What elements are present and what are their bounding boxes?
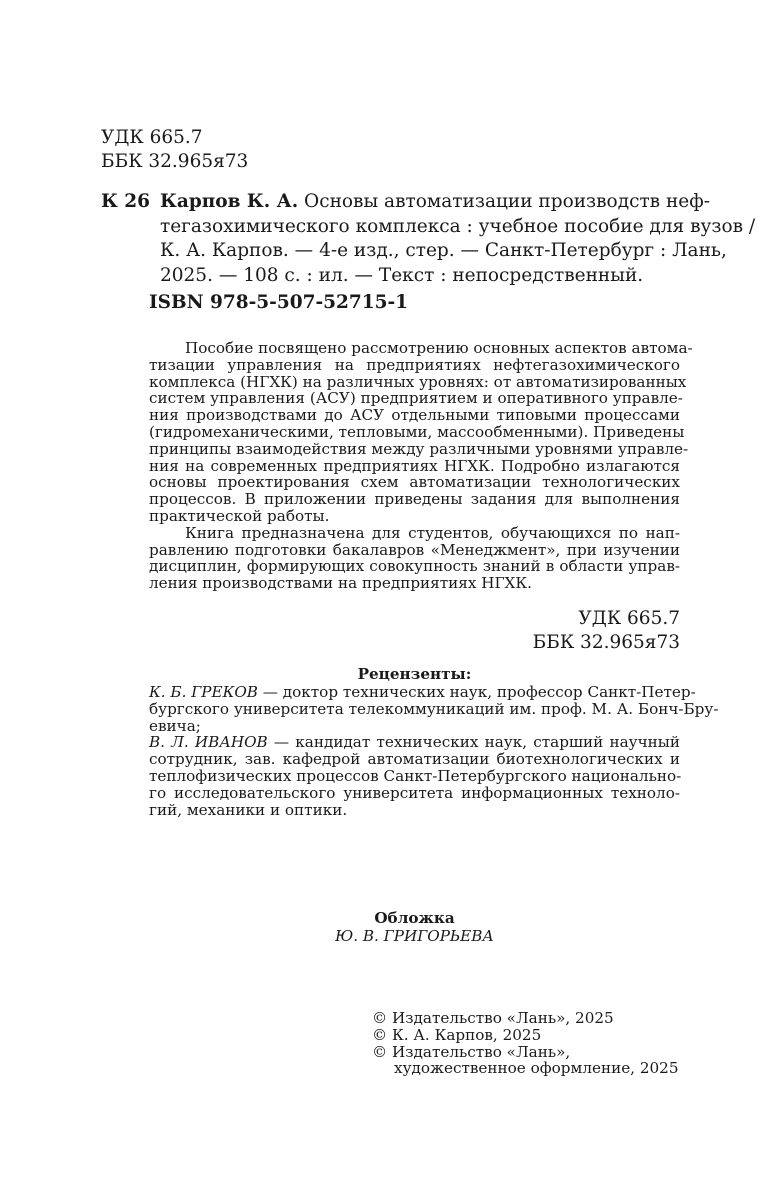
copyright-line: © Издательство «Лань», 2025 bbox=[372, 1009, 614, 1027]
bbk-top: ББК 32.965я73 bbox=[101, 151, 249, 172]
bibliographic-record bbox=[160, 190, 756, 288]
reviewer-2-line: го исследовательского университета информационных техноло- bbox=[149, 783, 680, 802]
reviewers-block bbox=[149, 683, 719, 819]
cover-designer: Ю. В. ГРИГОРЬЕВА bbox=[335, 927, 494, 945]
bbk-right: ББК 32.965я73 bbox=[532, 632, 680, 653]
record-line-1: Карпов К. А. Основы автоматизации производств неф- bbox=[160, 191, 710, 212]
record-line-3: К. А. Карпов. — 4-е изд., стер. — Санкт-Петербург : Лань, bbox=[160, 240, 727, 261]
udk-right: УДК 665.7 bbox=[578, 608, 680, 629]
isbn: ISBN 978-5-507-52715-1 bbox=[149, 292, 409, 313]
annotation-line: комплекса (НГХК) на различных уровнях: от автоматизированных bbox=[149, 372, 687, 391]
copyright-line: © Издательство «Лань», bbox=[372, 1042, 571, 1061]
reviewer-1-line: К. Б. ГРЕКОВ — доктор технических наук, профессор Санкт-Петер- bbox=[149, 683, 696, 701]
reviewers-heading: Рецензенты: bbox=[357, 665, 472, 683]
annotation-line: процессов. В приложении приведены задания для выполнения bbox=[149, 490, 680, 509]
reviewer-1-name: К. Б. ГРЕКОВ bbox=[149, 683, 258, 701]
reviewer-2-line: теплофизических процессов Санкт-Петербургского национально- bbox=[149, 766, 682, 785]
reviewer-2-line: сотрудник, зав. кафедрой автоматизации биотехнологических и bbox=[149, 750, 680, 769]
copyright-line: © К. А. Карпов, 2025 bbox=[372, 1025, 542, 1044]
annotation-line: систем управления (АСУ) предприятием и оперативного управле- bbox=[149, 389, 683, 408]
reviewer-2-line: гий, механики и оптики. bbox=[149, 800, 348, 819]
reviewer-1-line: евича; bbox=[149, 716, 201, 735]
reviewer-2-line: В. Л. ИВАНОВ — кандидат технических наук, старший научный bbox=[149, 733, 680, 752]
annotation-line: Книга предназначена для студентов, обучающихся по нап- bbox=[185, 523, 680, 542]
annotation-line: Пособие посвящено рассмотрению основных аспектов автома- bbox=[185, 339, 693, 357]
annotation-line: тизации управления на предприятиях нефтегазохимического bbox=[149, 355, 680, 374]
annotation-line: ния производствами до АСУ отдельными типовыми процессами bbox=[149, 406, 680, 425]
udk-top: УДК 665.7 bbox=[101, 127, 203, 148]
cover-heading: Обложка bbox=[374, 909, 455, 927]
annotation-line: практической работы. bbox=[149, 506, 330, 525]
record-line-2: тегазохимического комплекса : учебное пособие для вузов / bbox=[160, 215, 756, 237]
annotation-line: дисциплин, формирующих совокупность знаний в области управ- bbox=[149, 557, 680, 576]
annotation-line: основы проектирования схем автоматизации технологических bbox=[149, 473, 680, 492]
annotation-line: ления производствами на предприятиях НГХК. bbox=[149, 574, 532, 593]
annotation-line: принципы взаимодействия между различными уровнями управле- bbox=[149, 439, 689, 458]
annotation-line: (гидромеханическими, тепловыми, массообменными). Приведены bbox=[149, 422, 685, 441]
copyright-block bbox=[372, 1010, 682, 1077]
record-line-4: 2025. — 108 с. : ил. — Текст : непосредственный. bbox=[160, 264, 644, 286]
reviewer-1-line: бургского университета телекоммуникаций им. проф. М. А. Бонч-Бру- bbox=[149, 699, 719, 718]
annotation-line: равлению подготовки бакалавров «Менеджмент», при изучении bbox=[149, 540, 680, 559]
author-name: Карпов К. А. bbox=[160, 191, 299, 212]
copyright-line: художественное оформление, 2025 bbox=[394, 1059, 679, 1078]
annotation bbox=[149, 339, 693, 593]
author-mark: К 26 bbox=[101, 191, 151, 212]
reviewer-2-name: В. Л. ИВАНОВ bbox=[149, 733, 268, 752]
annotation-line: ния на современных предприятиях НГХК. Подробно излагаются bbox=[149, 456, 680, 475]
